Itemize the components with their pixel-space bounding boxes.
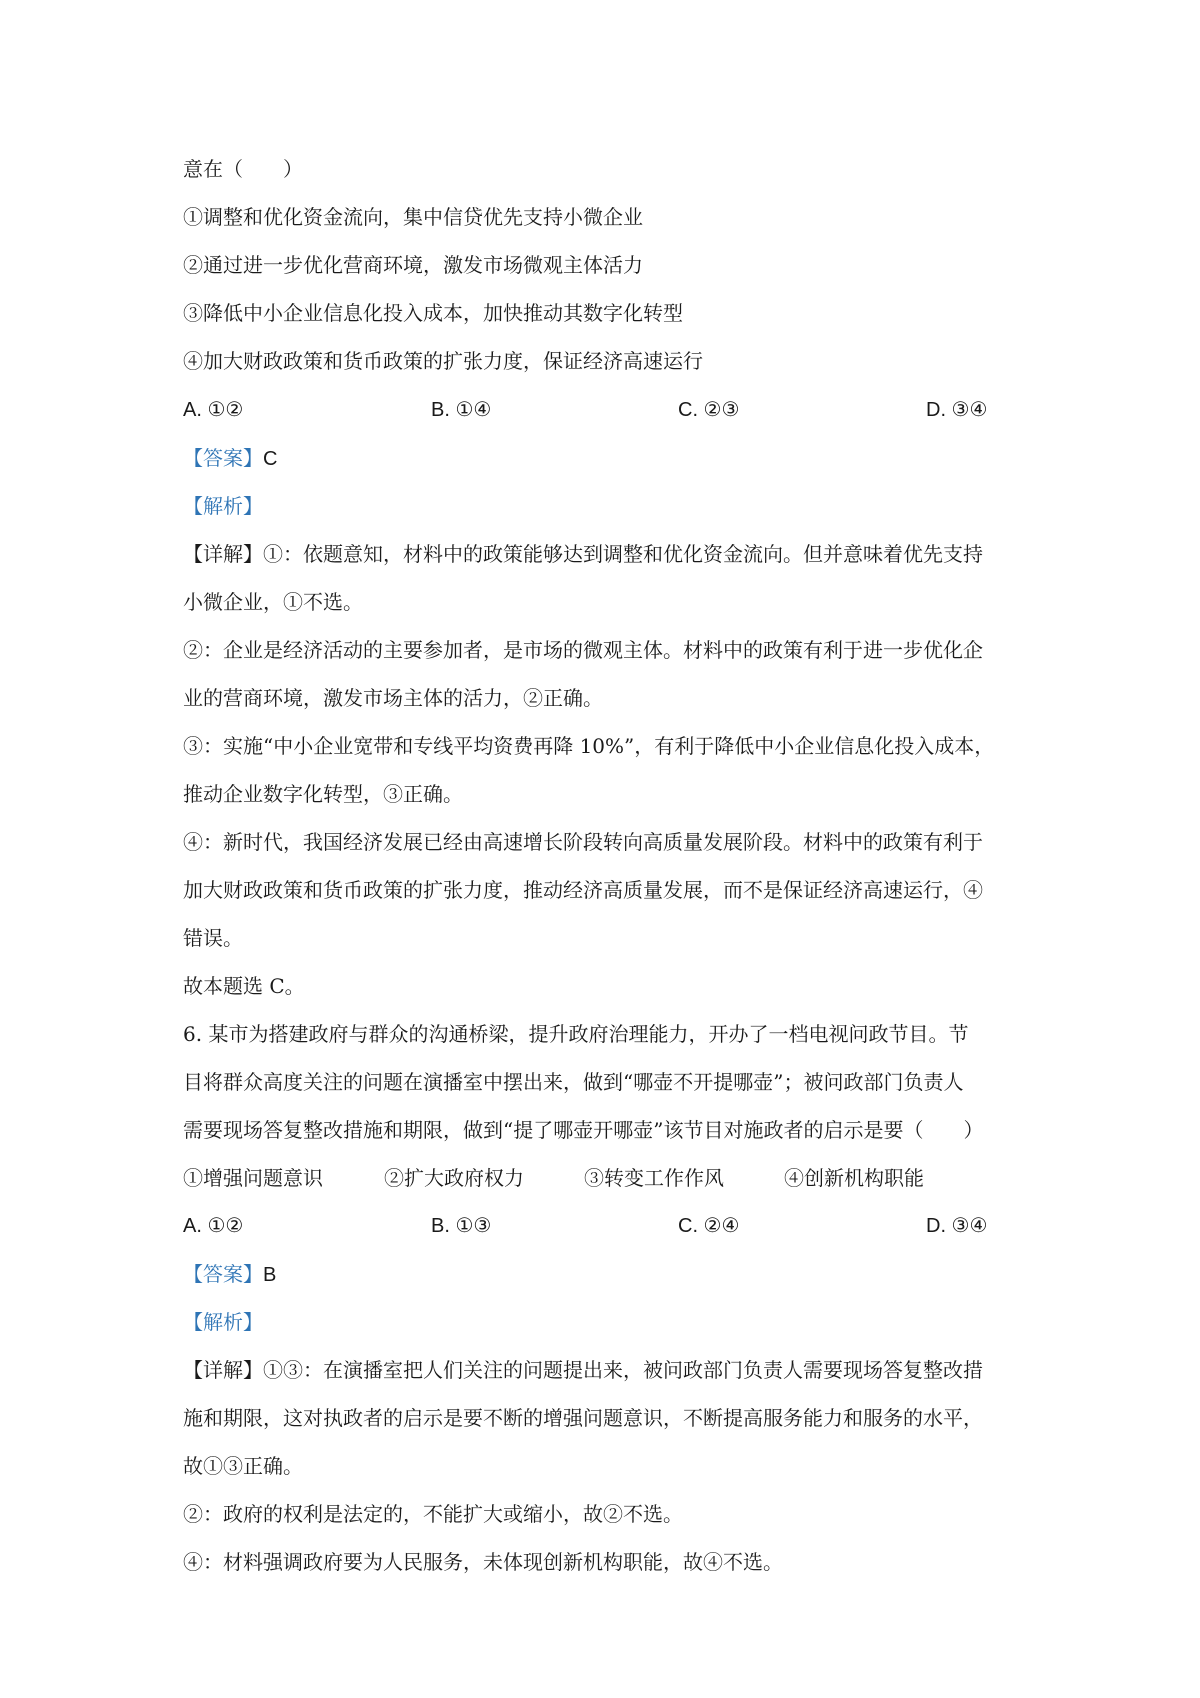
q5-detail-tag: 【详解】: [183, 542, 263, 566]
q6-stem-1: 6. 某市为搭建政府与群众的沟通桥梁，提升政府治理能力，开办了一档电视问政节目。节: [183, 1022, 969, 1046]
q5-explanation-1: [183, 540, 983, 568]
q5-statement-2: ②通过进一步优化营商环境，激发市场微观主体活力: [183, 253, 643, 277]
q6-explanation-4: ②：政府的权利是法定的，不能扩大或缩小，故②不选。: [183, 1502, 683, 1526]
q5-explanation-2: 小微企业，①不选。: [183, 590, 363, 614]
q5-conclusion: 故本题选 C。: [183, 974, 305, 998]
q6-option-c: C. ②④: [678, 1215, 740, 1237]
q6-answer-tag: 【答案】: [183, 1262, 263, 1286]
q6-explanation-1: [183, 1356, 983, 1384]
q5-explanation-text-1: ①：依题意知，材料中的政策能够达到调整和优化资金流向。但并意味着优先支持: [263, 542, 983, 566]
q5-option-a: A. ①②: [183, 399, 244, 421]
q5-explanation-7: ④：新时代，我国经济发展已经由高速增长阶段转向高质量发展阶段。材料中的政策有利于: [183, 830, 983, 854]
q5-statement-3: ③降低中小企业信息化投入成本，加快推动其数字化转型: [183, 301, 683, 325]
q5-statement-4: ④加大财政政策和货币政策的扩张力度，保证经济高速运行: [183, 349, 703, 373]
q6-statement-2: ②扩大政府权力: [384, 1166, 524, 1190]
q6-explanation-text-1: ①③：在演播室把人们关注的问题提出来，被问政部门负责人需要现场答复整改措: [263, 1358, 983, 1382]
q6-answer: [183, 1260, 276, 1289]
q5-explanation-9: 错误。: [183, 926, 243, 950]
q5-answer-tag: 【答案】: [183, 446, 263, 470]
q5-explanation-4: 业的营商环境，激发市场主体的活力，②正确。: [183, 686, 603, 710]
q5-analysis-tag: 【解析】: [183, 494, 263, 518]
q6-stem-2: 目将群众高度关注的问题在演播室中摆出来，做到“哪壶不开提哪壶”；被问政部门负责人: [183, 1070, 964, 1094]
q5-answer-value: C: [263, 448, 278, 470]
q6-option-d: D. ③④: [926, 1215, 988, 1237]
q5-explanation-3: ②：企业是经济活动的主要参加者，是市场的微观主体。材料中的政策有利于进一步优化企: [183, 638, 983, 662]
q6-option-a: A. ①②: [183, 1215, 244, 1237]
q6-answer-value: B: [263, 1264, 277, 1286]
q5-answer: [183, 444, 277, 473]
q5-option-b: B. ①④: [431, 399, 492, 421]
q6-stem-3: 需要现场答复整改措施和期限，做到“提了哪壶开哪壶”该节目对施政者的启示是要（ ）: [183, 1118, 984, 1142]
q6-explanation-2: 施和期限，这对执政者的启示是要不断的增强问题意识，不断提高服务能力和服务的水平，: [183, 1406, 983, 1430]
q6-explanation-5: ④：材料强调政府要为人民服务，未体现创新机构职能，故④不选。: [183, 1550, 783, 1574]
q5-explanation-5: ③：实施“中小企业宽带和专线平均资费再降 10%”，有利于降低中小企业信息化投入成本，: [183, 734, 995, 758]
q5-option-c: C. ②③: [678, 399, 740, 421]
q5-stem-tail: 意在（ ）: [183, 157, 303, 181]
q6-statement-3: ③转变工作作风: [584, 1166, 724, 1190]
q5-option-d: D. ③④: [926, 399, 988, 421]
q6-explanation-3: 故①③正确。: [183, 1454, 303, 1478]
q6-statement-1: ①增强问题意识: [183, 1166, 323, 1190]
q6-option-b: B. ①③: [431, 1215, 492, 1237]
q5-explanation-8: 加大财政政策和货币政策的扩张力度，推动经济高质量发展，而不是保证经济高速运行，④: [183, 878, 983, 902]
q6-analysis-tag: 【解析】: [183, 1310, 263, 1334]
q5-explanation-6: 推动企业数字化转型，③正确。: [183, 782, 463, 806]
q5-statement-1: ①调整和优化资金流向，集中信贷优先支持小微企业: [183, 205, 643, 229]
q6-statement-4: ④创新机构职能: [784, 1166, 924, 1190]
q6-detail-tag: 【详解】: [183, 1358, 263, 1382]
